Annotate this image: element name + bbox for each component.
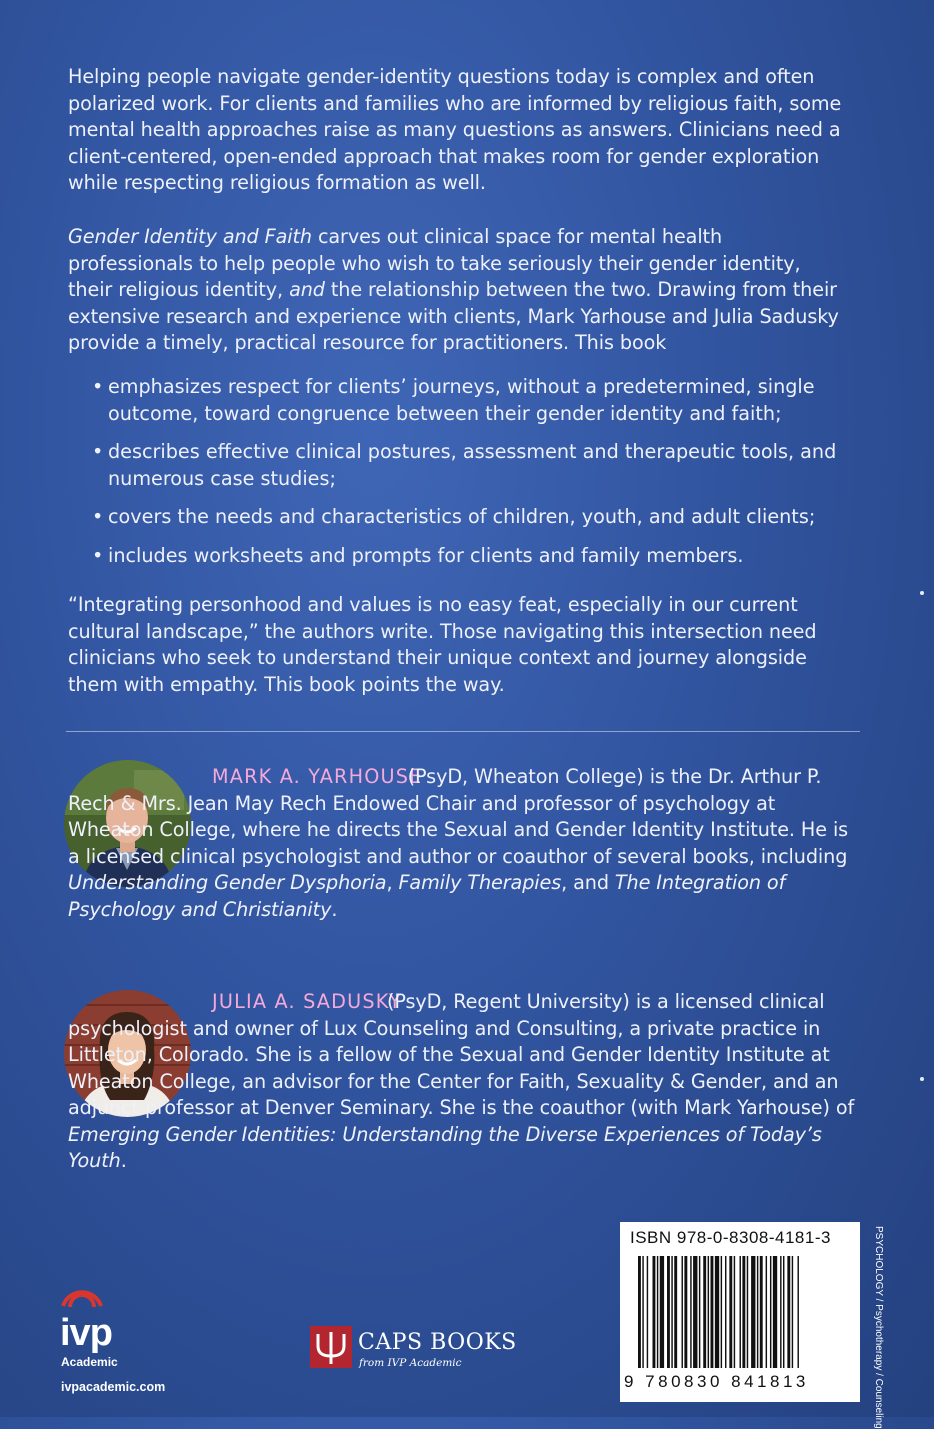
ivp-academic-label: Academic [61,1355,118,1369]
author2-bio [68,989,858,1175]
feature-item: • emphasizes respect for clients’ journeys, without a predetermined, single outcome, toward congruence between their gender identity and faith; [92,374,852,427]
isbn-label: ISBN 978-0-8308-4181-3 [630,1228,831,1247]
author2-name: JULIA A. SADUSKY [212,990,402,1013]
author1-end: . [331,897,338,921]
author1-sep2: , and [561,871,615,894]
emphasis-and: and [289,278,325,301]
description-text-a: carves out clinical space for mental health professionals to help people who wish to take seriously their gender identity, their religious identity, [68,225,801,301]
author1-book1: Understanding Gender Dysphoria [68,871,387,894]
author1-bio [68,764,858,923]
bisac-category-text: PSYCHOLOGY / Psychotherapy / Counseling [873,1226,884,1429]
barcode-number: 9 780830 841813 [624,1372,809,1391]
caps-books-sub: from IVP Academic [359,1357,462,1369]
ivp-academic-logo [60,1282,200,1392]
author2-book: Emerging Gender Identities: Understanding the Diverse Experiences of Today’s Youth [68,1122,822,1172]
author1-name: MARK A. YARHOUSE [212,765,423,788]
feature-item: • covers the needs and characteristics of children, youth, and adult clients; [92,504,852,531]
bisac-category [870,1226,890,1429]
decorative-dot [920,591,924,595]
feature-item: • describes effective clinical postures, assessment and therapeutic tools, and numerous case studies; [92,439,852,492]
description-text-b: the relationship between the two. Drawing from their extensive research and experience with clients, Mark Yarhouse and Julia Sadusky provide a timely, practical resource for practitioners. This book [68,278,839,354]
author1-sep1: , [386,871,399,894]
ivp-wordmark: ivp [60,1312,112,1354]
author1-book3: The Integration of Psychology and Christianity [68,871,786,921]
psi-emblem-icon [310,1326,352,1368]
author1-bio-text: (PsyD, Wheaton College) is the Dr. Arthur P. Rech & Mrs. Jean May Rech Endowed Chair and professor of psychology at Wheaton College, where he directs the Sexual and Gender Identity Institute. He is a licensed clinical psychologist and author or coauthor of several books, including [68,765,849,868]
caps-books-logo [310,1326,530,1376]
author2-end: . [120,1149,127,1172]
feature-list [92,374,852,581]
feature-item: • includes worksheets and prompts for clients and family members. [92,543,852,570]
intro-paragraph: Helping people navigate gender-identity questions today is complex and often polarized work. For clients and families who are informed by religious faith, some mental health approaches raise as many questions as answers. Clinicians need a client-centered, open-ended approach that makes room for gender exploration while respecting religious formation as well. [68,65,842,194]
author2-bio-text: (PsyD, Regent University) is a licensed clinical psychologist and owner of Lux Counseling and Consulting, a private practice in Littleton, Colorado. She is a fellow of the Sexual and Gender Identity Institute at Wheaton College, an advisor for the Center for Faith, Sexuality & Gender, and an adjunct professor at Denver Seminary. She is the coauthor (with Mark Yarhouse) of [68,990,855,1119]
description-paragraph [68,224,848,357]
section-divider [66,731,860,732]
isbn-barcode-box [620,1222,860,1402]
closing-paragraph: “Integrating personhood and values is no easy feat, especially in our current cultural landscape,” the authors write. Those navigating this intersection need clinicians who seek to understand their unique context and journey alongside them with empathy. This book points the way. [68,593,817,696]
broadcast-arc-icon [60,1282,104,1310]
book-title: Gender Identity and Faith [68,225,312,248]
publisher-url: ivpacademic.com [61,1380,166,1394]
barcode [638,1256,844,1368]
decorative-dot [920,1077,924,1081]
author1-book2: Family Therapies [398,871,562,894]
caps-books-name: CAPS BOOKS [358,1330,517,1355]
